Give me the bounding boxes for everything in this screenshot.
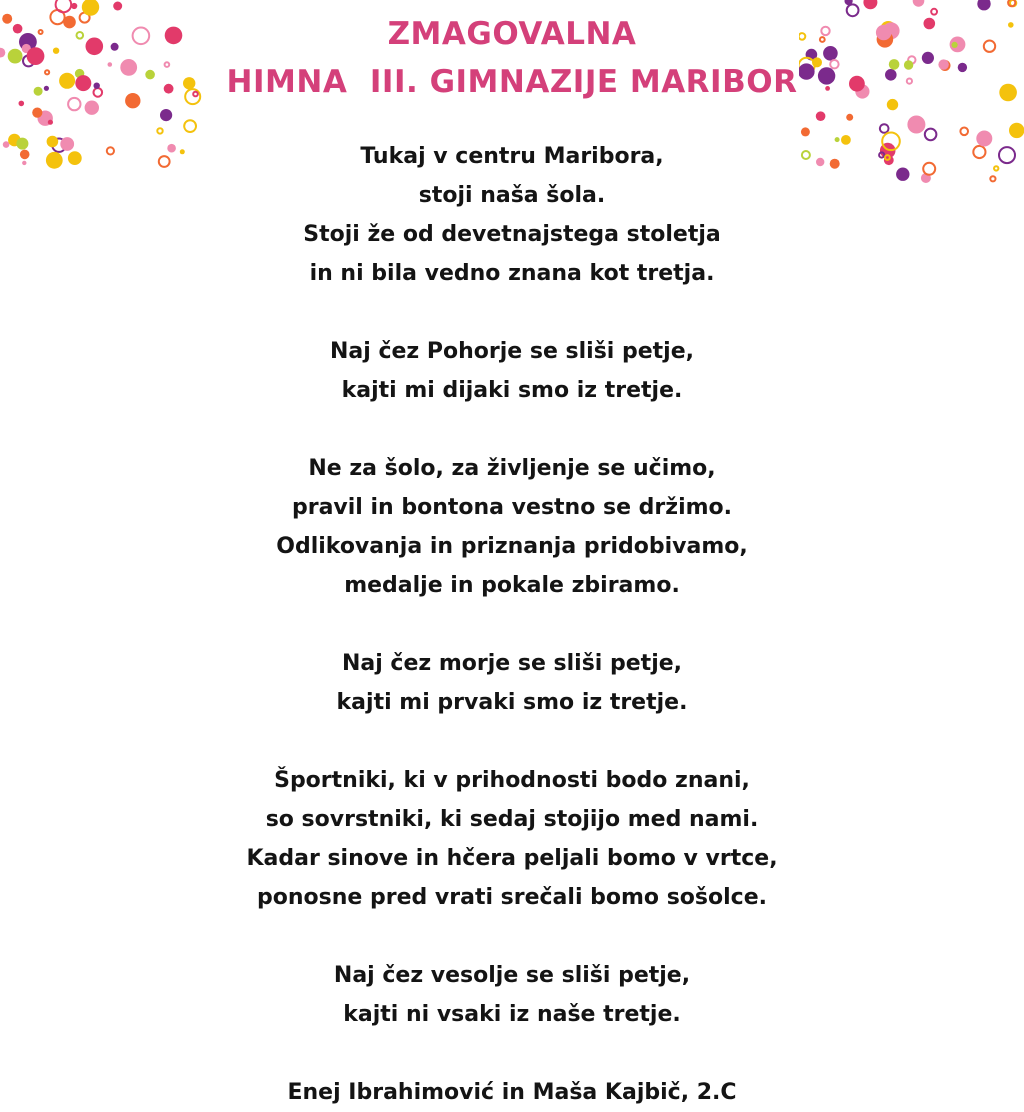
poem-line: in ni bila vedno znana kot tretja. (309, 261, 715, 286)
confetti-dot (160, 109, 172, 121)
refrain (0, 956, 1024, 1034)
poem-line: medalje in pokale zbiramo. (344, 573, 680, 598)
poem-line: kajti mi dijaki smo iz tretje. (341, 378, 683, 403)
confetti-dot (157, 128, 162, 133)
refrain (0, 644, 1024, 722)
poem-line: kajti mi prvaki smo iz tretje. (336, 690, 688, 715)
stanza (0, 761, 1024, 917)
poem-line: ponosne pred vrati srečali bomo sošolce. (257, 885, 767, 910)
confetti-dot (48, 120, 53, 125)
page-title (0, 10, 1024, 106)
poem-line: Tukaj v centru Maribora, (360, 144, 664, 169)
confetti-dot (1009, 123, 1024, 138)
confetti-dot (801, 127, 810, 136)
poem-line: Naj čez Pohorje se sliši petje, (329, 339, 695, 364)
poem-line: Športniki, ki v prihodnosti bodo znani, (274, 768, 750, 793)
confetti-dot (71, 3, 77, 9)
confetti-dot (913, 0, 925, 7)
refrain (0, 332, 1024, 410)
poem-line: Odlikovanja in priznanja pridobivamo, (276, 534, 748, 559)
confetti-dot (960, 128, 968, 136)
confetti-dot (863, 0, 877, 9)
title-line-2: HIMNA III. GIMNAZIJE MARIBOR (226, 64, 798, 100)
title-line-1: ZMAGOVALNA (387, 16, 637, 52)
poem-line: pravil in bontona vestno se držimo. (291, 495, 733, 520)
confetti-dot (32, 108, 42, 118)
poem-line: Stoji že od devetnajstega stoletja (303, 222, 721, 247)
poem-line: so sovrstniki, ki sedaj stojijo med nami. (265, 807, 759, 832)
stanza (0, 449, 1024, 605)
authors-credit: Enej Ibrahimović in Maša Kajbič, 2.C (287, 1080, 737, 1105)
confetti-dot (977, 0, 990, 10)
poem-line: Naj čez morje se sliši petje, (341, 651, 683, 676)
confetti-dot (816, 111, 826, 121)
confetti-dot (880, 124, 889, 133)
poem (0, 137, 1024, 1112)
poem-line: Naj čez vesolje se sliši petje, (333, 963, 691, 988)
poem-line: Ne za šolo, za življenje se učimo, (308, 456, 716, 481)
stanza (0, 137, 1024, 293)
confetti-dot (184, 120, 196, 132)
confetti-dot (907, 116, 925, 134)
confetti-dot (846, 114, 853, 121)
poem-line: Kadar sinove in hčera peljali bomo v vrtce, (246, 846, 778, 871)
poem-line: kajti ni vsaki iz naše tretje. (343, 1002, 681, 1027)
poem-line: stoji naša šola. (418, 183, 606, 208)
